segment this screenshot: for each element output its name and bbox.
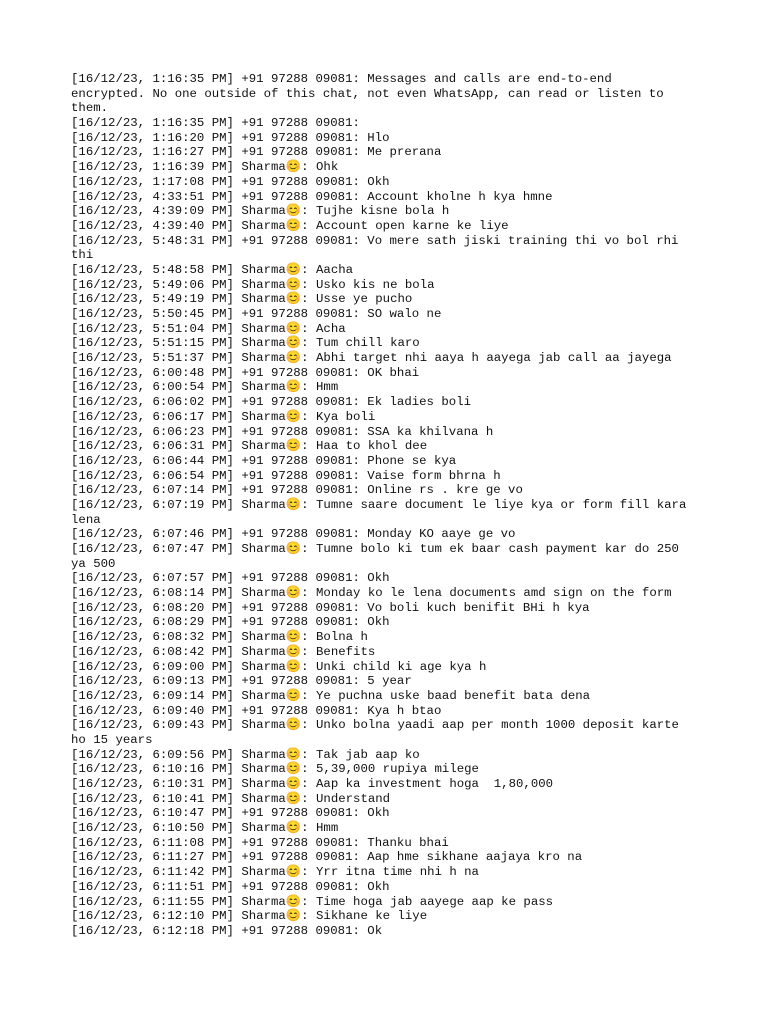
chat-message: [16/12/23, 1:17:08 PM] +91 97288 09081: Okh	[71, 174, 390, 189]
chat-message: [16/12/23, 6:07:19 PM] Sharma😊: Tumne saare document le liye kya or form fill kara lena	[71, 497, 694, 527]
chat-message: [16/12/23, 6:06:02 PM] +91 97288 09081: Ek ladies boli	[71, 395, 472, 410]
chat-message: [16/12/23, 6:06:17 PM] Sharma😊: Kya boli	[71, 409, 376, 424]
chat-message: [16/12/23, 6:10:41 PM] Sharma😊: Understand	[71, 791, 391, 806]
chat-message: [16/12/23, 5:49:19 PM] Sharma😊: Usse ye pucho	[71, 292, 413, 307]
chat-message: [16/12/23, 6:10:31 PM] Sharma😊: Aap ka investment hoga 1,80,000	[71, 777, 554, 791]
chat-message: [16/12/23, 6:10:50 PM] Sharma😊: Hmm	[71, 821, 339, 836]
chat-message: [16/12/23, 6:08:14 PM] Sharma😊: Monday ko le lena documents amd sign on the form	[71, 586, 672, 601]
chat-message: [16/12/23, 1:16:35 PM] +91 97288 09081: Messages and calls are end-to-end encrypted. No one outside of this chat, not even WhatsApp, can read or listen to them.	[71, 72, 672, 116]
chat-message: [16/12/23, 6:11:27 PM] +91 97288 09081: Aap hme sikhane aajaya kro na	[71, 850, 583, 865]
chat-message: [16/12/23, 5:48:58 PM] Sharma😊: Aacha	[71, 262, 354, 277]
chat-message: [16/12/23, 6:09:13 PM] +91 97288 09081: 5 year	[71, 674, 412, 689]
chat-message: [16/12/23, 6:09:14 PM] Sharma😊: Ye puchna uske baad benefit bata dena	[71, 688, 591, 703]
chat-message: [16/12/23, 6:12:10 PM] Sharma😊: Sikhane ke liye	[71, 909, 428, 924]
chat-message: [16/12/23, 6:07:46 PM] +91 97288 09081: Monday KO aaye ge vo	[71, 527, 516, 542]
chat-message: [16/12/23, 6:09:40 PM] +91 97288 09081: Kya h btao	[71, 703, 442, 718]
chat-message: [16/12/23, 4:33:51 PM] +91 97288 09081: Account kholne h kya hmne	[71, 189, 553, 204]
chat-message: [16/12/23, 6:10:47 PM] +91 97288 09081: Okh	[71, 806, 390, 821]
chat-message: [16/12/23, 6:12:18 PM] +91 97288 09081: Ok	[71, 923, 383, 938]
chat-message: [16/12/23, 4:39:40 PM] Sharma😊: Account open karne ke liye	[71, 218, 509, 233]
chat-message: [16/12/23, 6:07:47 PM] Sharma😊: Tumne bolo ki tum ek baar cash payment kar do 250 ya 500	[71, 542, 687, 571]
chat-message: [16/12/23, 6:11:42 PM] Sharma😊: Yrr itna time nhi h na	[71, 865, 479, 880]
chat-message: [16/12/23, 6:10:16 PM] Sharma😊: 5,39,000 rupiya milege	[71, 762, 479, 777]
chat-transcript	[71, 72, 693, 939]
chat-message: [16/12/23, 6:07:57 PM] +91 97288 09081: Okh	[71, 571, 390, 586]
chat-message: [16/12/23, 6:00:48 PM] +91 97288 09081: OK bhai	[71, 365, 420, 380]
chat-message: [16/12/23, 1:16:39 PM] Sharma😊: Ohk	[71, 160, 339, 175]
chat-message: [16/12/23, 6:06:54 PM] +91 97288 09081: Vaise form bhrna h	[71, 468, 501, 483]
chat-message: [16/12/23, 6:06:44 PM] +91 97288 09081: Phone se kya	[71, 453, 457, 468]
chat-message: [16/12/23, 6:11:08 PM] +91 97288 09081: Thanku bhai	[71, 835, 449, 850]
chat-message: [16/12/23, 6:08:20 PM] +91 97288 09081: Vo boli kuch benifit BHi h kya	[71, 600, 590, 615]
chat-message: [16/12/23, 6:07:14 PM] +91 97288 09081: Online rs . kre ge vo	[71, 483, 523, 498]
chat-message: [16/12/23, 6:06:23 PM] +91 97288 09081: SSA ka khilvana h	[71, 424, 494, 439]
chat-message: [16/12/23, 6:08:29 PM] +91 97288 09081: Okh	[71, 615, 390, 630]
chat-message: [16/12/23, 6:09:56 PM] Sharma😊: Tak jab aap ko	[71, 747, 420, 762]
chat-message: [16/12/23, 5:49:06 PM] Sharma😊: Usko kis ne bola	[71, 277, 435, 292]
chat-message: [16/12/23, 1:16:20 PM] +91 97288 09081: Hlo	[71, 130, 390, 145]
chat-message: [16/12/23, 6:00:54 PM] Sharma😊: Hmm	[71, 380, 339, 395]
chat-message: [16/12/23, 6:09:00 PM] Sharma😊: Unki child ki age kya h	[71, 659, 487, 674]
chat-message: [16/12/23, 6:09:43 PM] Sharma😊: Unko bolna yaadi aap per month 1000 deposit karte ho 15 years	[71, 718, 687, 747]
chat-message: [16/12/23, 5:51:04 PM] Sharma😊: Acha	[71, 321, 346, 336]
chat-message: [16/12/23, 5:51:15 PM] Sharma😊: Tum chill karo	[71, 336, 420, 351]
chat-message: [16/12/23, 1:16:35 PM] +91 97288 09081:	[71, 116, 368, 131]
chat-message: [16/12/23, 6:11:55 PM] Sharma😊: Time hoga jab aayege aap ke pass	[71, 894, 554, 909]
chat-message: [16/12/23, 4:39:09 PM] Sharma😊: Tujhe kisne bola h	[71, 204, 450, 219]
chat-message: [16/12/23, 5:48:31 PM] +91 97288 09081: Vo mere sath jiski training thi vo bol rhi thi	[71, 233, 686, 263]
chat-message: [16/12/23, 1:16:27 PM] +91 97288 09081: Me prerana	[71, 145, 442, 160]
chat-message: [16/12/23, 6:06:31 PM] Sharma😊: Haa to khol dee	[71, 439, 428, 454]
chat-message: [16/12/23, 5:50:45 PM] +91 97288 09081: SO walo ne	[71, 307, 442, 321]
chat-message: [16/12/23, 6:08:42 PM] Sharma😊: Benefits	[71, 644, 376, 659]
chat-message: [16/12/23, 5:51:37 PM] Sharma😊: Abhi target nhi aaya h aayega jab call aa jayega	[71, 351, 672, 366]
chat-message: [16/12/23, 6:08:32 PM] Sharma😊: Bolna h	[71, 630, 368, 645]
chat-message: [16/12/23, 6:11:51 PM] +91 97288 09081: Okh	[71, 879, 390, 894]
